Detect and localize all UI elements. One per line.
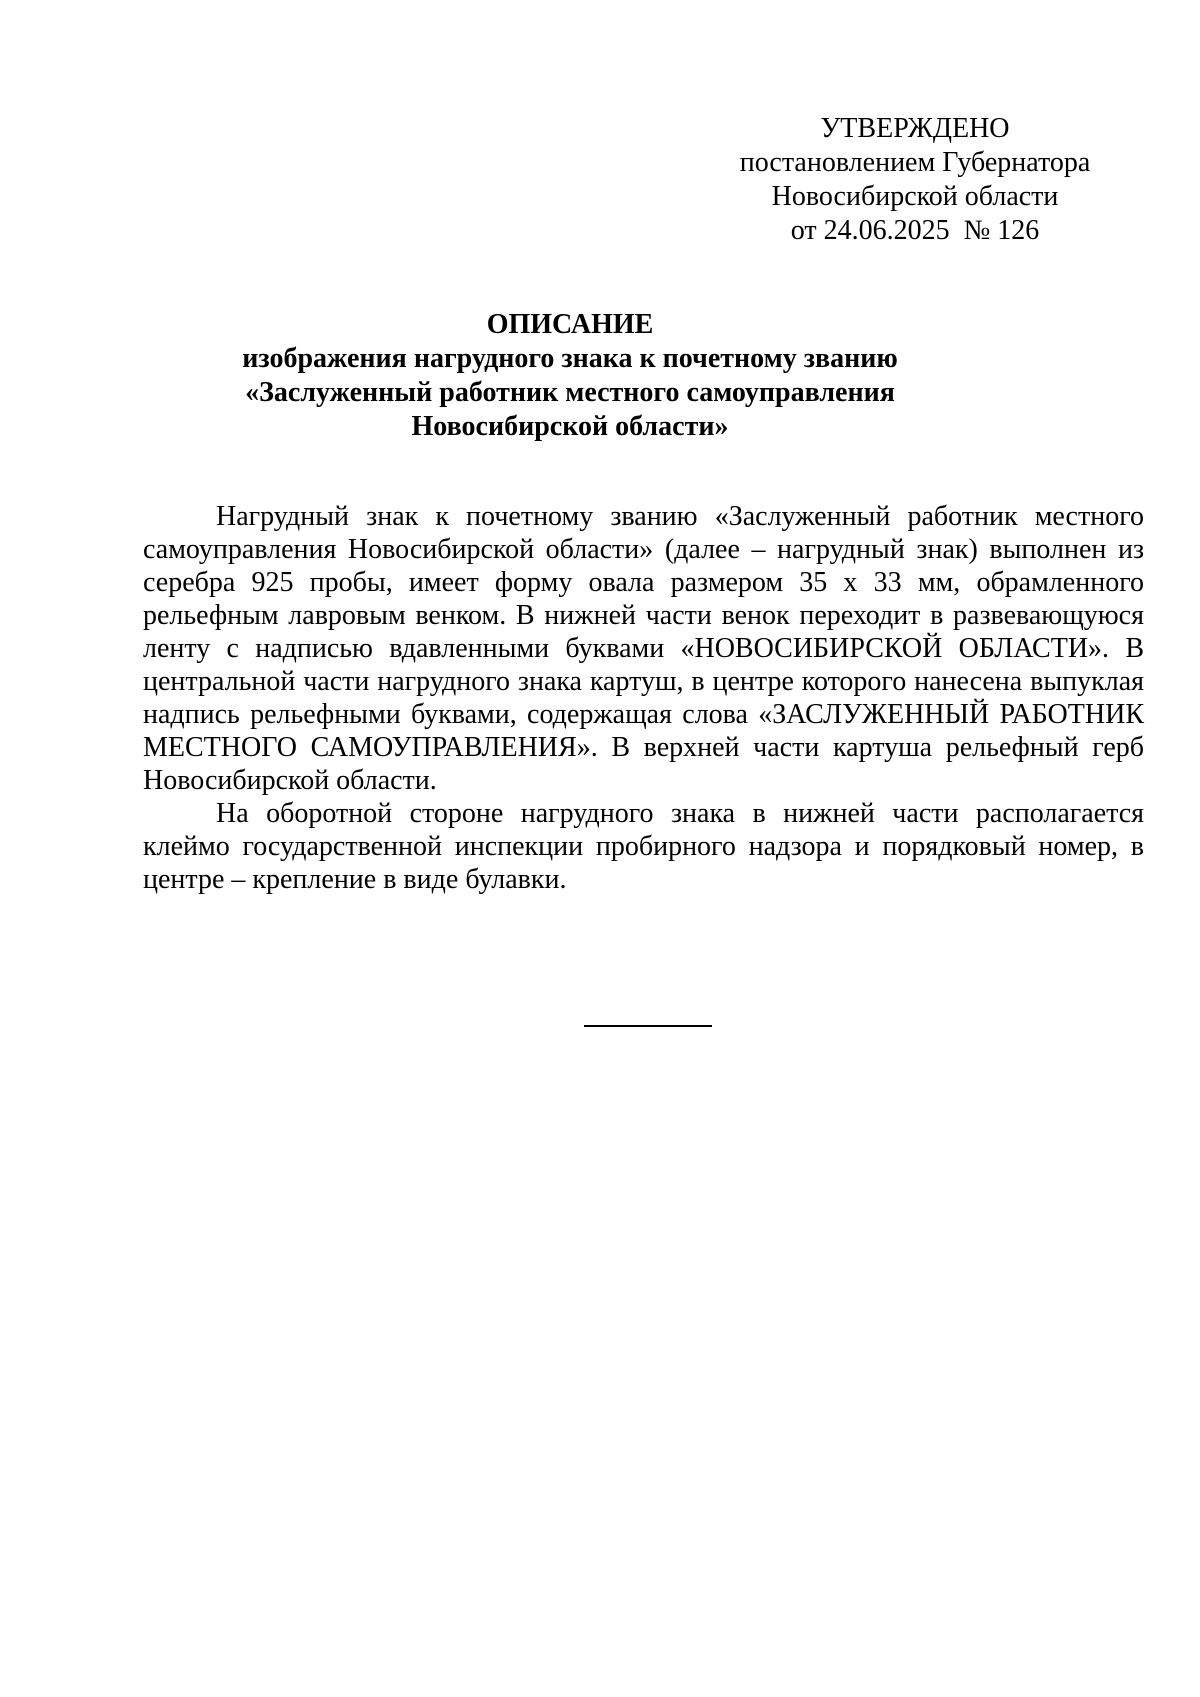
approval-region: Новосибирской области xyxy=(771,181,1059,212)
paragraph-description: Нагрудный знак к почетному званию «Заслуженный работник местного самоуправления Новосибирской области» (далее – нагрудный знак) выполнен из серебра 925 пробы, имеет форму овала размером 35 х 33 мм, обрамленного рельефным лавровым венком. В нижней части венок переходит в развевающуюся ленту с надписью вдавленными буквами «НОВОСИБИРСКОЙ ОБЛАСТИ». В центральной части нагрудного знака картуш, в центре которого нанесена выпуклая надпись рельефными буквами, содержащая слова «ЗАСЛУЖЕННЫЙ РАБОТНИК МЕСТНОГО САМОУПРАВЛЕНИЯ». В верхней части картуша рельефный герб Новосибирской области. xyxy=(143,501,1144,796)
document-title xyxy=(140,308,1000,444)
title-line-3: Новосибирской области» xyxy=(411,411,729,442)
paragraph-reverse-side: На оборотной стороне нагрудного знака в нижней части располагается клеймо государственной инспекции пробирного надзора и порядковый номер, в центре – крепление в виде булавки. xyxy=(143,798,1144,895)
title-heading: ОПИСАНИЕ xyxy=(486,309,654,340)
approval-authority: постановлением Губернатора xyxy=(739,147,1091,178)
approval-stamp xyxy=(700,112,1130,248)
end-separator-line xyxy=(584,1025,712,1027)
title-line-2: «Заслуженный работник местного самоуправления xyxy=(245,377,895,408)
approval-label: УТВЕРЖДЕНО xyxy=(820,113,1010,144)
approval-date-number: от 24.06.2025 № 126 xyxy=(790,215,1040,246)
document-body xyxy=(143,500,1144,896)
title-line-1: изображения нагрудного знака к почетному званию xyxy=(242,343,898,374)
